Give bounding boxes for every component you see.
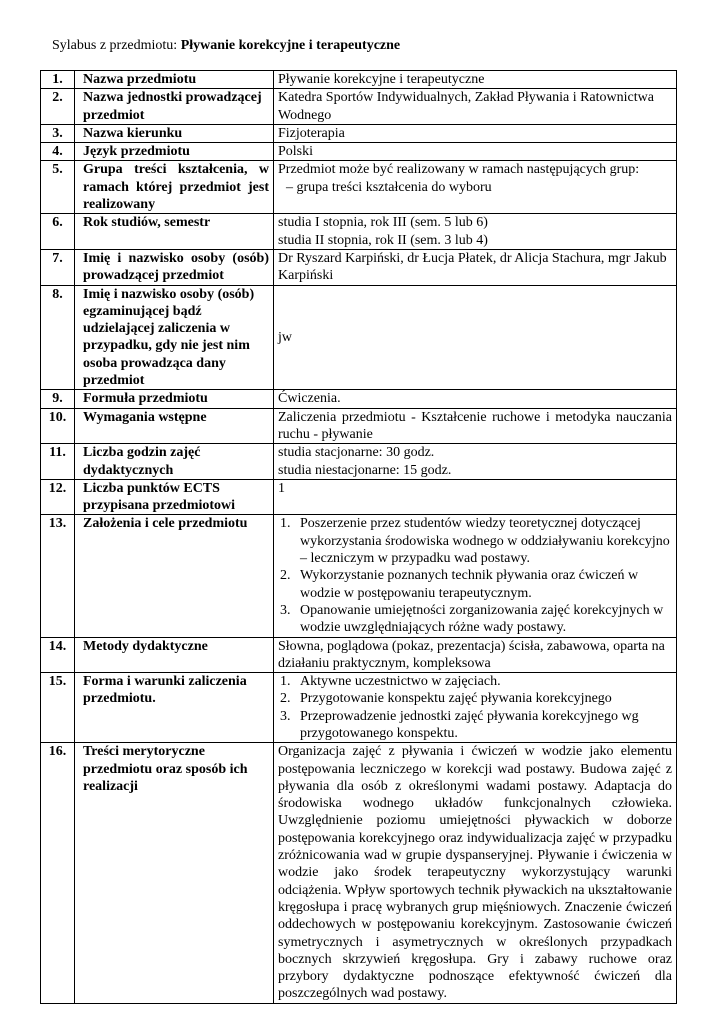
header-prefix: Sylabus z przedmiotu: [52, 38, 178, 53]
table-row [41, 249, 677, 285]
value-line: studia I stopnia, rok III (sem. 5 lub 6) [278, 215, 488, 231]
syllabus-table [40, 70, 677, 1004]
row-number: 5. [41, 161, 75, 214]
course-title: Pływanie korekcyjne i terapeutyczne [180, 38, 401, 53]
row-value [274, 214, 677, 250]
row-label: Formuła przedmiotu [75, 390, 274, 408]
row-label: Grupa treści kształcenia, w ramach której przedmiot jest realizowany [75, 161, 274, 214]
row-label: Rok studiów, semestr [75, 214, 274, 250]
table-row [41, 408, 677, 444]
row-number: 7. [41, 249, 75, 285]
list-item: 2. Wykorzystanie poznanych technik pływania oraz ćwiczeń w wodzie w postępowaniu terapeutycznym. [280, 568, 639, 601]
value-line: studia II stopnia, rok II (sem. 3 lub 4) [278, 232, 488, 248]
row-number: 11. [41, 444, 75, 480]
table-row [41, 479, 677, 515]
table-row [41, 124, 677, 142]
value-line: Przedmiot może być realizowany w ramach następujących grup: [278, 162, 640, 178]
table-row [41, 515, 677, 637]
list-item: 2. Przygotowanie konspektu zajęć pływania korekcyjnego [280, 691, 612, 707]
row-number: 3. [41, 124, 75, 142]
row-value [274, 515, 677, 637]
row-value: Fizjoterapia [274, 124, 677, 142]
row-number: 12. [41, 479, 75, 515]
assessment-list [278, 673, 672, 742]
row-label: Nazwa przedmiotu [75, 71, 274, 89]
list-item: 3. Przeprowadzenie jednostki zajęć pływania korekcyjnego wg przygotowanego konspektu. [280, 708, 639, 741]
row-value: Organizacja zajęć z pływania i ćwiczeń w wodzie jako elementu postępowania leczniczego w korekcji wad postawy. Budowa zajęć z pływania dla osób z określonymi wadami postawy. Adaptacja do środowiska wodnego układów funkcjonalnych człowieka. Uwzględnienie poziomu umiejętności pływackich w doborze postępowania korekcyjnego oraz indywidualizacja zajęć w przypadku zróżnicowania wad w grupie dyspanseryjnej. Pływanie i ćwiczenia w wodzie jako środek terapeutyczny wykorzystujący warunki odciążenia. Wpływ sportowych technik pływackich na ukształtowanie kręgosłupa i pracę wybranych grup mięśniowych. Znaczenie ćwiczeń oddechowych w postępowaniu korekcyjnym. Zastosowanie ćwiczeń symetrycznych i asymetrycznych w określonych przypadkach bocznych skrzywień kręgosłupa. Gry i zabawy ruchowe oraz przybory dydaktyczne podnoszące efektywność ćwiczeń dla poszczególnych wad postawy. [274, 743, 677, 1003]
table-row [41, 444, 677, 480]
table-row [41, 285, 677, 390]
row-value: Pływanie korekcyjne i terapeutyczne [274, 71, 677, 89]
row-number: 1. [41, 71, 75, 89]
table-row [41, 673, 677, 743]
row-label: Treści merytoryczne przedmiotu oraz sposób ich realizacji [75, 743, 274, 1003]
list-item: 3. Opanowanie umiejętności zorganizowania zajęć korekcyjnych w wodzie uwzględniających różne wady postawy. [280, 602, 664, 636]
table-row [41, 637, 677, 673]
row-number: 6. [41, 214, 75, 250]
table-row [41, 71, 677, 89]
row-label: Forma i warunki zaliczenia przedmiotu. [75, 673, 274, 743]
row-value [274, 444, 677, 480]
row-label: Liczba punktów ECTS przypisana przedmiotowi [75, 479, 274, 515]
row-number: 10. [41, 408, 75, 444]
row-value [274, 673, 677, 743]
row-number: 9. [41, 390, 75, 408]
row-number: 16. [41, 743, 75, 1003]
row-number: 8. [41, 285, 75, 390]
row-value: 1 [274, 479, 677, 515]
row-number: 13. [41, 515, 75, 637]
goals-list [278, 515, 672, 636]
row-value: Polski [274, 143, 677, 161]
row-value: jw [274, 285, 677, 390]
row-number: 15. [41, 673, 75, 743]
row-label: Założenia i cele przedmiotu [75, 515, 274, 637]
row-label: Nazwa jednostki prowadzącej przedmiot [75, 89, 274, 125]
table-row [41, 743, 677, 1003]
value-line: studia stacjonarne: 30 godz. [278, 445, 435, 461]
value-line: – grupa treści kształcenia do wyboru [286, 179, 492, 195]
row-value: Słowna, poglądowa (pokaz, prezentacja) ścisła, zabawowa, oparta na działaniu praktycznym, kompleksowa [274, 637, 677, 673]
row-value: Zaliczenia przedmiotu - Kształcenie ruchowe i metodyka nauczania ruchu - pływanie [274, 408, 677, 444]
table-row [41, 214, 677, 250]
table-row [41, 143, 677, 161]
value-line: studia niestacjonarne: 15 godz. [278, 462, 452, 478]
table-row [41, 89, 677, 125]
row-value: Katedra Sportów Indywidualnych, Zakład Pływania i Ratownictwa Wodnego [274, 89, 677, 125]
list-item: 1. Aktywne uczestnictwo w zajęciach. [280, 674, 501, 690]
row-label: Wymagania wstępne [75, 408, 274, 444]
list-item: 1. Poszerzenie przez studentów wiedzy teoretycznej dotyczącej wykorzystania środowiska wodnego w oddziaływaniu korekcyjno – leczniczym w przypadku wad postawy. [280, 516, 670, 567]
table-row [41, 161, 677, 214]
row-value: Ćwiczenia. [274, 390, 677, 408]
row-value [274, 161, 677, 214]
row-label: Metody dydaktyczne [75, 637, 274, 673]
row-label: Nazwa kierunku [75, 124, 274, 142]
table-row [41, 390, 677, 408]
row-label: Imię i nazwisko osoby (osób) egzaminującej bądź udzielającej zaliczenia w przypadku, gdy nie jest nim osoba prowadząca dany przedmiot [75, 285, 274, 390]
row-label: Język przedmiotu [75, 143, 274, 161]
document-header [52, 37, 400, 55]
row-number: 14. [41, 637, 75, 673]
row-number: 4. [41, 143, 75, 161]
row-number: 2. [41, 89, 75, 125]
row-value: Dr Ryszard Karpiński, dr Łucja Płatek, dr Alicja Stachura, mgr Jakub Karpiński [274, 249, 677, 285]
row-label: Liczba godzin zajęć dydaktycznych [75, 444, 274, 480]
row-label: Imię i nazwisko osoby (osób) prowadzącej przedmiot [75, 249, 274, 285]
